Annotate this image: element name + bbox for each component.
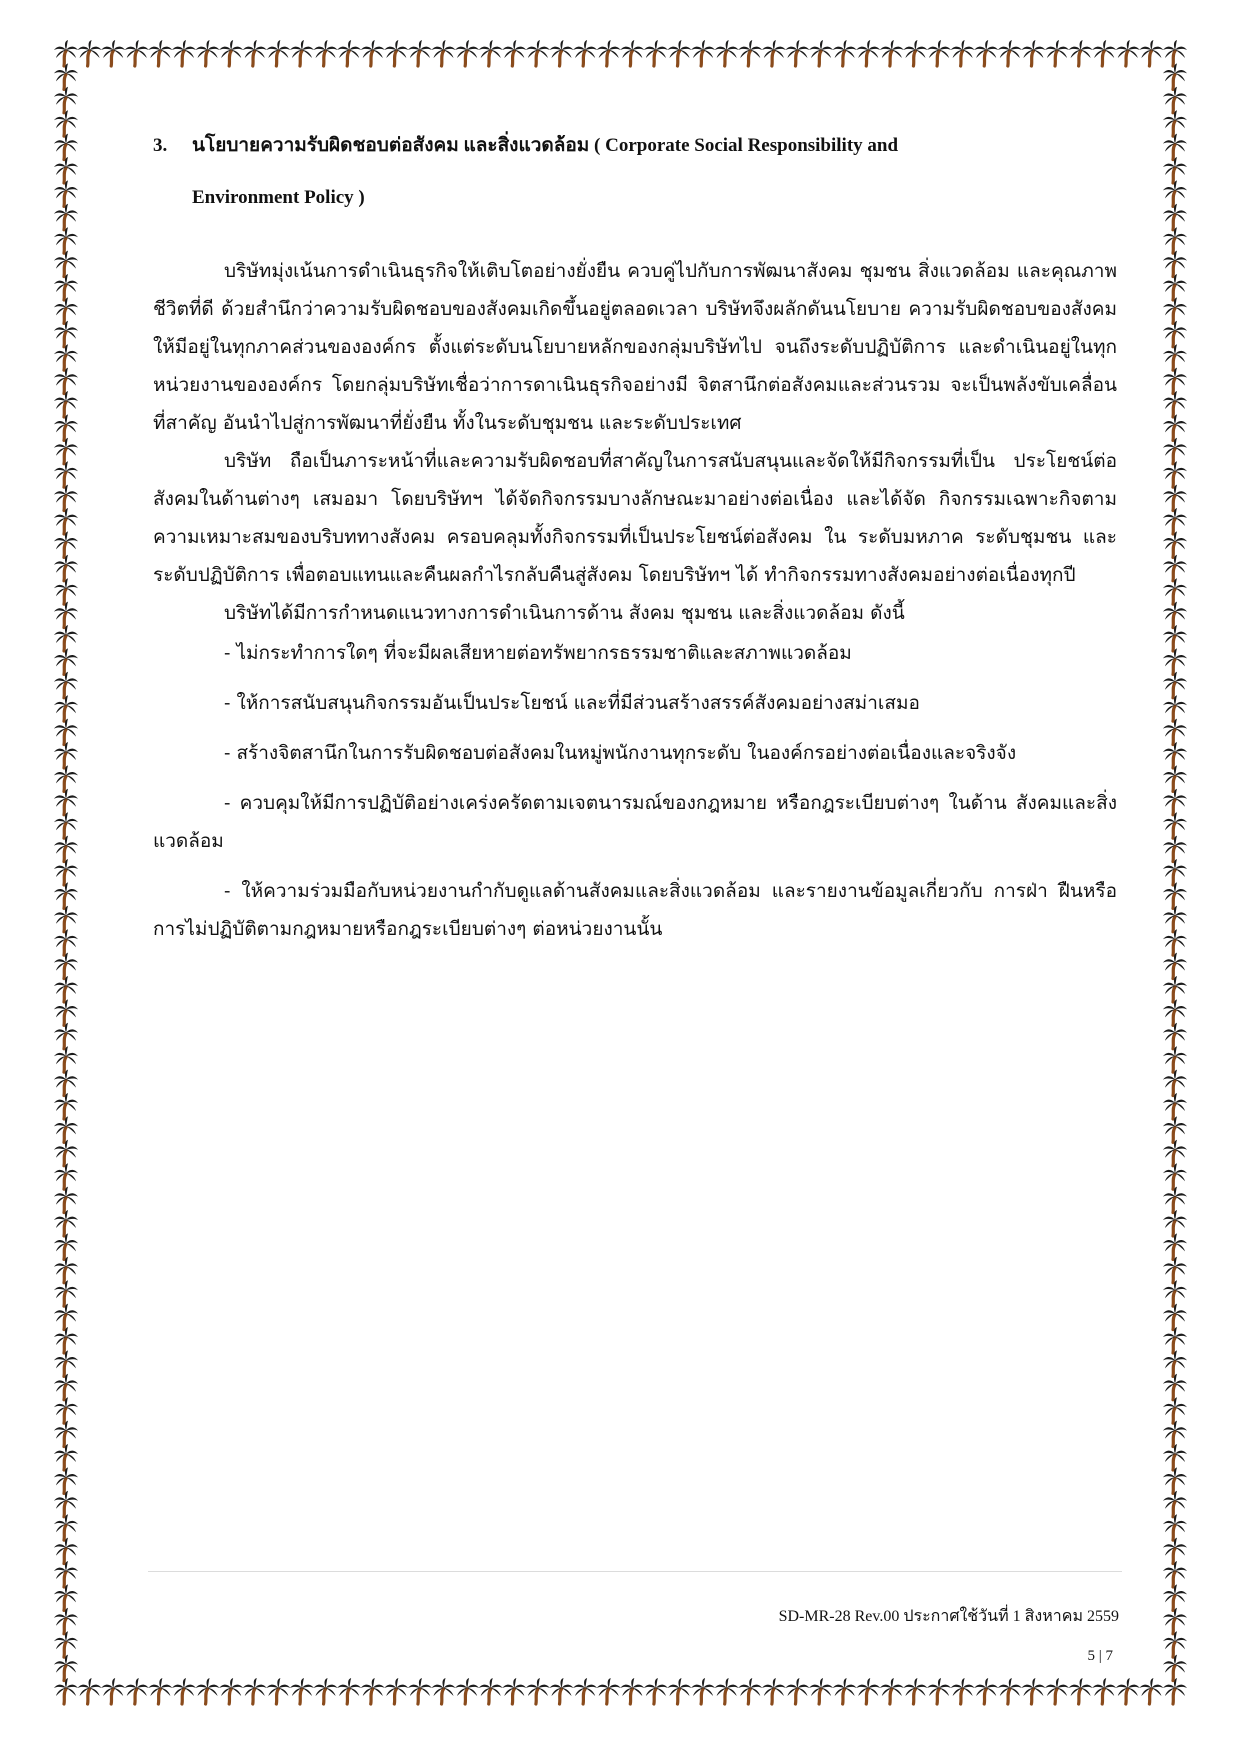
palm-tree-icon xyxy=(290,40,314,66)
palm-tree-icon xyxy=(54,625,78,651)
palm-tree-icon xyxy=(54,1538,78,1564)
palm-tree-icon xyxy=(1139,40,1163,66)
palm-tree-icon xyxy=(54,765,78,791)
palm-tree-icon xyxy=(1163,695,1187,721)
policy-intro: บริษัทได้มีการกำหนดแนวทางการดำเนินการด้าน สังคม ชุมชน และสิ่งแวดล้อม ดังนี้ xyxy=(224,602,905,624)
palm-tree-icon xyxy=(54,882,78,908)
palm-tree-icon xyxy=(974,40,998,66)
palm-tree-icon xyxy=(54,695,78,721)
palm-tree-icon xyxy=(54,1116,78,1142)
palm-tree-icon xyxy=(1163,1304,1187,1330)
palm-tree-icon xyxy=(1163,1678,1187,1704)
palm-tree-icon xyxy=(54,134,78,160)
palm-tree-icon xyxy=(54,976,78,1002)
palm-tree-icon xyxy=(1163,1070,1187,1096)
palm-tree-icon xyxy=(54,1304,78,1330)
palm-tree-icon xyxy=(54,742,78,768)
palm-tree-icon xyxy=(432,40,456,66)
palm-tree-icon xyxy=(54,1187,78,1213)
palm-tree-icon xyxy=(54,1584,78,1610)
palm-tree-icon xyxy=(54,227,78,253)
palm-tree-icon xyxy=(1163,1210,1187,1236)
palm-tree-icon xyxy=(54,1631,78,1657)
palm-tree-icon xyxy=(54,929,78,955)
palm-tree-icon xyxy=(479,40,503,66)
palm-tree-icon xyxy=(54,461,78,487)
paragraph-2: บริษัท ถือเป็นภาระหน้าที่และความรับผิดชอบที่สาคัญในการสนับสนุนและจัดให้มีกิจกรรมที่เป็น ประโยชน์ต่อสังคมในด้านต่างๆ เสมอมา โดยบริษัทฯ ได้จัดกิจกรรมบางลักษณะมาอย่างต่อเนื่อง และได้จัด กิจกรรมเฉพาะกิจตามความเหมาะสมของบริบททางสังคม ครอบคลุมทั้งกิจกรรมที่เป็นประโยชน์ต่อสังคม ใน ระดับมหภาค ระดับชุมชน และระดับปฏิบัติการ เพื่อตอบแทนและคืนผลกำไรกลับคืนสู่สังคม โดยบริษัทฯ ได้ ทำกิจกรรมทางสังคมอย่างต่อเนื่องทุกปี xyxy=(153,450,1117,586)
palm-tree-icon xyxy=(1163,1116,1187,1142)
palm-tree-icon xyxy=(1163,110,1187,136)
paragraph-1: บริษัทมุ่งเน้นการดำเนินธุรกิจให้เติบโตอย่างยั่งยืน ควบคู่ไปกับการพัฒนาสังคม ชุมชน สิ่งแวดล้อม และคุณภาพชีวิตที่ดี ด้วยสำนึกว่าความรับผิดชอบของสังคมเกิดขึ้นอยู่ตลอดเวลา บริษัทจึงผลักดันนโยบาย ความรับผิดชอบของสังคม ให้มีอยู่ในทุกภาคส่วนขององค์กร ตั้งแต่ระดับนโยบายหลักของกลุ่มบริษัทไป จนถึงระดับปฏิบัติการ และดำเนินอยู่ในทุกหน่วยงานขององค์กร โดยกลุ่มบริษัทเชื่อว่าการดาเนินธุรกิจอย่างมี จิตสานึกต่อสังคมและส่วนรวม จะเป็นพลังขับเคลื่อนที่สาคัญ อันนำไปสู่การพัฒนาที่ยั่งยืน ทั้งในระดับชุมชน และระดับประเทศ xyxy=(153,260,1117,434)
palm-tree-icon xyxy=(54,1350,78,1376)
palm-tree-icon xyxy=(1021,1678,1045,1704)
palm-tree-icon xyxy=(1163,1023,1187,1049)
palm-tree-icon xyxy=(1045,40,1069,66)
palm-tree-icon xyxy=(54,274,78,300)
palm-tree-icon xyxy=(1116,1678,1140,1704)
palm-tree-icon xyxy=(1163,1561,1187,1587)
palm-tree-icon xyxy=(54,1023,78,1049)
palm-tree-icon xyxy=(54,1140,78,1166)
palm-tree-icon xyxy=(974,1678,998,1704)
palm-tree-icon xyxy=(620,40,644,66)
section-title-line-1: นโยบายความรับผิดชอบต่อสังคม และสิ่งแวดล้อม ( Corporate Social Responsibility and xyxy=(192,135,899,156)
palm-tree-icon xyxy=(1092,1678,1116,1704)
palm-tree-icon xyxy=(54,1444,78,1470)
palm-tree-icon xyxy=(361,1678,385,1704)
palm-tree-icon xyxy=(172,40,196,66)
palm-tree-icon xyxy=(880,40,904,66)
palm-tree-icon xyxy=(1163,1514,1187,1540)
palm-tree-icon xyxy=(243,1678,267,1704)
palm-tree-icon xyxy=(54,251,78,277)
palm-tree-icon xyxy=(644,40,668,66)
policy-item-3: - สร้างจิตสานึกในการรับผิดชอบต่อสังคมในหมู่พนักงานทุกระดับ ในองค์กรอย่างต่อเนื่องและจริงจัง xyxy=(224,742,1017,764)
palm-tree-icon xyxy=(1163,1187,1187,1213)
palm-tree-icon xyxy=(738,40,762,66)
palm-tree-icon xyxy=(54,1093,78,1119)
palm-tree-icon xyxy=(1163,227,1187,253)
palm-tree-icon xyxy=(1163,1584,1187,1610)
palm-tree-icon xyxy=(54,391,78,417)
palm-tree-icon xyxy=(1163,789,1187,815)
palm-tree-icon xyxy=(1163,836,1187,862)
palm-tree-icon xyxy=(1163,1421,1187,1447)
policy-item-2: - ให้การสนับสนุนกิจกรรมอันเป็นประโยชน์ และที่มีส่วนสร้างสรรค์สังคมอย่างสม่าเสมอ xyxy=(224,692,920,714)
policy-item-5: - ให้ความร่วมมือกับหน่วยงานกำกับดูแลด้านสังคมและสิ่งแวดล้อม และรายงานข้อมูลเกี่ยวกับ การฝ่า ฝืนหรือการไม่ปฏิบัติตามกฎหมายหรือกฎระเบียบต่างๆ ต่อหน่วยงานนั้น xyxy=(153,880,1117,940)
palm-tree-icon xyxy=(361,40,385,66)
palm-tree-icon xyxy=(1163,321,1187,347)
policy-item-4: - ควบคุมให้มีการปฏิบัติอย่างเคร่งครัดตามเจตนารมณ์ของกฎหมาย หรือกฎระเบียบต่างๆ ในด้าน สังคมและสิ่งแวดล้อม xyxy=(153,792,1117,852)
policy-item-1: - ไม่กระทำการใดๆ ที่จะมีผลเสียหายต่อทรัพยากรธรรมชาติและสภาพแวดล้อม xyxy=(224,642,852,664)
palm-tree-icon xyxy=(1163,812,1187,838)
palm-tree-icon xyxy=(809,40,833,66)
palm-tree-icon xyxy=(785,1678,809,1704)
palm-tree-icon xyxy=(54,368,78,394)
palm-tree-icon xyxy=(54,508,78,534)
palm-tree-icon xyxy=(1163,368,1187,394)
palm-tree-icon xyxy=(1163,508,1187,534)
palm-tree-icon xyxy=(691,40,715,66)
palm-tree-icon xyxy=(1163,578,1187,604)
palm-tree-icon xyxy=(1163,859,1187,885)
palm-tree-icon xyxy=(54,180,78,206)
palm-tree-icon xyxy=(101,40,125,66)
palm-tree-icon xyxy=(550,1678,574,1704)
palm-tree-icon xyxy=(1163,63,1187,89)
palm-tree-icon xyxy=(1163,742,1187,768)
palm-tree-icon xyxy=(408,1678,432,1704)
section-heading xyxy=(153,120,1117,224)
palm-tree-icon xyxy=(243,40,267,66)
palm-tree-icon xyxy=(856,1678,880,1704)
palm-tree-icon xyxy=(1163,906,1187,932)
palm-tree-icon xyxy=(54,999,78,1025)
palm-tree-icon xyxy=(78,40,102,66)
palm-tree-icon xyxy=(54,297,78,323)
palm-tree-icon xyxy=(78,1678,102,1704)
palm-tree-icon xyxy=(903,40,927,66)
palm-tree-icon xyxy=(691,1678,715,1704)
palm-tree-icon xyxy=(54,1163,78,1189)
palm-tree-icon xyxy=(1163,1140,1187,1166)
palm-tree-icon xyxy=(54,485,78,511)
palm-tree-icon xyxy=(1163,1467,1187,1493)
footer-divider xyxy=(148,1571,1122,1572)
palm-tree-icon xyxy=(903,1678,927,1704)
palm-tree-icon xyxy=(54,1514,78,1540)
palm-tree-icon xyxy=(408,40,432,66)
palm-tree-icon xyxy=(1163,438,1187,464)
palm-tree-icon xyxy=(266,1678,290,1704)
palm-tree-icon xyxy=(196,40,220,66)
palm-tree-icon xyxy=(833,40,857,66)
palm-tree-icon xyxy=(1163,251,1187,277)
palm-tree-icon xyxy=(1163,765,1187,791)
palm-tree-icon xyxy=(1163,87,1187,113)
palm-tree-icon xyxy=(1163,1257,1187,1283)
palm-tree-icon xyxy=(1163,531,1187,557)
palm-tree-icon xyxy=(1163,1538,1187,1564)
palm-tree-icon xyxy=(125,1678,149,1704)
palm-tree-icon xyxy=(1163,602,1187,628)
palm-tree-icon xyxy=(1021,40,1045,66)
palm-tree-icon xyxy=(54,719,78,745)
palm-tree-icon xyxy=(54,672,78,698)
palm-tree-icon xyxy=(1163,1631,1187,1657)
palm-tree-icon xyxy=(667,1678,691,1704)
palm-tree-icon xyxy=(54,1280,78,1306)
palm-tree-icon xyxy=(620,1678,644,1704)
palm-tree-icon xyxy=(54,344,78,370)
palm-tree-icon xyxy=(54,531,78,557)
palm-tree-icon xyxy=(880,1678,904,1704)
palm-tree-icon xyxy=(337,40,361,66)
palm-tree-icon xyxy=(54,1397,78,1423)
palm-tree-icon xyxy=(54,1374,78,1400)
palm-tree-icon xyxy=(550,40,574,66)
palm-tree-icon xyxy=(1163,1491,1187,1517)
palm-tree-icon xyxy=(337,1678,361,1704)
palm-tree-icon xyxy=(762,1678,786,1704)
palm-tree-icon xyxy=(1163,1093,1187,1119)
palm-tree-icon xyxy=(384,1678,408,1704)
palm-tree-icon xyxy=(54,157,78,183)
palm-tree-icon xyxy=(54,953,78,979)
palm-tree-icon xyxy=(951,1678,975,1704)
palm-tree-icon xyxy=(54,578,78,604)
palm-tree-icon xyxy=(1163,297,1187,323)
palm-tree-icon xyxy=(148,40,172,66)
palm-tree-icon xyxy=(1163,1350,1187,1376)
palm-tree-icon xyxy=(927,1678,951,1704)
palm-tree-icon xyxy=(172,1678,196,1704)
palm-tree-icon xyxy=(597,40,621,66)
palm-tree-icon xyxy=(1163,180,1187,206)
palm-tree-icon xyxy=(54,1070,78,1096)
palm-tree-icon xyxy=(54,321,78,347)
palm-tree-icon xyxy=(54,63,78,89)
palm-tree-icon xyxy=(196,1678,220,1704)
palm-tree-icon xyxy=(54,859,78,885)
palm-tree-icon xyxy=(54,414,78,440)
palm-tree-icon xyxy=(54,1678,78,1704)
palm-tree-icon xyxy=(54,1210,78,1236)
palm-tree-icon xyxy=(1069,1678,1093,1704)
palm-tree-icon xyxy=(597,1678,621,1704)
palm-tree-icon xyxy=(1163,648,1187,674)
palm-tree-icon xyxy=(1163,1374,1187,1400)
palm-tree-icon xyxy=(1163,1397,1187,1423)
palm-tree-icon xyxy=(785,40,809,66)
palm-tree-icon xyxy=(998,1678,1022,1704)
palm-tree-icon xyxy=(314,40,338,66)
palm-tree-icon xyxy=(1163,625,1187,651)
palm-tree-icon xyxy=(1045,1678,1069,1704)
palm-tree-icon xyxy=(54,204,78,230)
palm-tree-icon xyxy=(54,1608,78,1634)
palm-tree-icon xyxy=(54,836,78,862)
palm-tree-icon xyxy=(54,906,78,932)
palm-tree-icon xyxy=(54,789,78,815)
palm-tree-icon xyxy=(266,40,290,66)
palm-tree-icon xyxy=(455,40,479,66)
palm-tree-icon xyxy=(1116,40,1140,66)
palm-tree-icon xyxy=(1163,274,1187,300)
palm-tree-icon xyxy=(1163,40,1187,66)
palm-tree-icon xyxy=(54,1655,78,1681)
palm-tree-icon xyxy=(54,555,78,581)
palm-tree-icon xyxy=(219,40,243,66)
palm-tree-icon xyxy=(502,1678,526,1704)
palm-tree-icon xyxy=(54,1327,78,1353)
palm-tree-icon xyxy=(1163,1046,1187,1072)
palm-tree-icon xyxy=(927,40,951,66)
palm-tree-icon xyxy=(667,40,691,66)
palm-tree-icon xyxy=(1163,672,1187,698)
palm-tree-icon xyxy=(1163,414,1187,440)
palm-tree-icon xyxy=(54,1233,78,1259)
palm-tree-icon xyxy=(125,40,149,66)
palm-tree-icon xyxy=(1092,40,1116,66)
palm-tree-icon xyxy=(526,40,550,66)
palm-tree-icon xyxy=(1163,1280,1187,1306)
palm-tree-icon xyxy=(715,1678,739,1704)
palm-tree-icon xyxy=(1163,391,1187,417)
palm-tree-icon xyxy=(219,1678,243,1704)
palm-tree-icon xyxy=(573,1678,597,1704)
palm-tree-icon xyxy=(502,40,526,66)
section-title-line-2: Environment Policy ) xyxy=(192,187,365,208)
palm-tree-icon xyxy=(54,438,78,464)
palm-tree-icon xyxy=(1163,999,1187,1025)
palm-tree-icon xyxy=(1163,719,1187,745)
palm-tree-icon xyxy=(1163,882,1187,908)
palm-tree-icon xyxy=(1163,157,1187,183)
palm-tree-icon xyxy=(762,40,786,66)
palm-tree-icon xyxy=(54,648,78,674)
palm-tree-icon xyxy=(738,1678,762,1704)
palm-tree-icon xyxy=(290,1678,314,1704)
palm-tree-icon xyxy=(1163,555,1187,581)
palm-tree-icon xyxy=(1163,485,1187,511)
palm-tree-icon xyxy=(384,40,408,66)
palm-tree-icon xyxy=(54,1257,78,1283)
palm-tree-icon xyxy=(573,40,597,66)
document-body xyxy=(153,120,1117,960)
palm-tree-icon xyxy=(1163,1444,1187,1470)
palm-tree-icon xyxy=(54,1421,78,1447)
palm-tree-icon xyxy=(715,40,739,66)
palm-tree-icon xyxy=(1163,976,1187,1002)
palm-tree-icon xyxy=(1163,1608,1187,1634)
palm-tree-icon xyxy=(54,87,78,113)
palm-tree-icon xyxy=(54,602,78,628)
palm-tree-icon xyxy=(1163,204,1187,230)
palm-tree-icon xyxy=(54,812,78,838)
palm-tree-icon xyxy=(951,40,975,66)
palm-tree-icon xyxy=(809,1678,833,1704)
palm-tree-icon xyxy=(998,40,1022,66)
page-number: 5 | 7 xyxy=(1087,1648,1113,1664)
palm-tree-icon xyxy=(644,1678,668,1704)
palm-tree-icon xyxy=(1163,1233,1187,1259)
palm-tree-icon xyxy=(54,1467,78,1493)
palm-tree-icon xyxy=(1163,929,1187,955)
palm-tree-icon xyxy=(1139,1678,1163,1704)
palm-tree-icon xyxy=(1163,1163,1187,1189)
palm-tree-icon xyxy=(54,1046,78,1072)
palm-tree-icon xyxy=(1163,461,1187,487)
palm-tree-icon xyxy=(1163,344,1187,370)
palm-tree-icon xyxy=(148,1678,172,1704)
palm-tree-icon xyxy=(526,1678,550,1704)
palm-tree-icon xyxy=(54,1561,78,1587)
palm-tree-icon xyxy=(101,1678,125,1704)
palm-tree-icon xyxy=(314,1678,338,1704)
palm-tree-icon xyxy=(54,40,78,66)
palm-tree-icon xyxy=(856,40,880,66)
palm-tree-icon xyxy=(54,110,78,136)
section-number: 3. xyxy=(153,135,168,156)
palm-tree-icon xyxy=(1163,134,1187,160)
palm-tree-icon xyxy=(54,1491,78,1517)
palm-tree-icon xyxy=(1163,953,1187,979)
palm-tree-icon xyxy=(1163,1327,1187,1353)
palm-tree-icon xyxy=(455,1678,479,1704)
palm-tree-icon xyxy=(1069,40,1093,66)
palm-tree-icon xyxy=(833,1678,857,1704)
palm-tree-icon xyxy=(479,1678,503,1704)
document-reference: SD-MR-28 Rev.00 ประกาศใช้วันที่ 1 สิงหาคม 2559 xyxy=(778,1608,1119,1625)
palm-tree-icon xyxy=(432,1678,456,1704)
palm-tree-icon xyxy=(1163,1655,1187,1681)
